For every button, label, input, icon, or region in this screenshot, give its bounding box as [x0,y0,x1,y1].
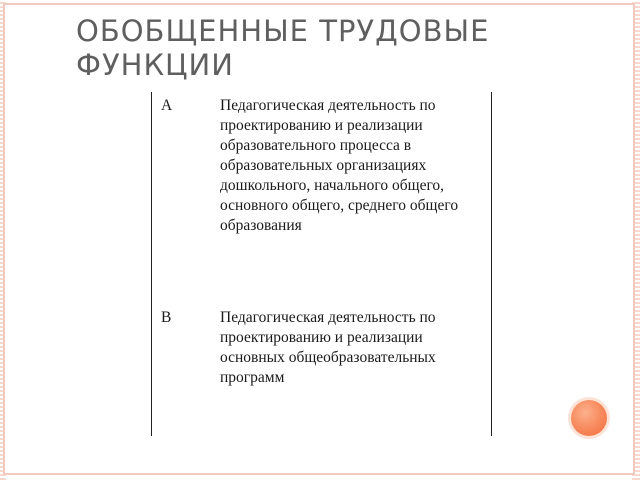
function-description: Педагогическая деятельность по проектированию и реализации основных общеобразовательных программ [220,309,436,386]
function-code: B [161,309,172,326]
decorative-circle [571,400,607,436]
function-code: A [161,97,173,114]
slide-title: ОБОБЩЕННЫЕ ТРУДОВЫЕ ФУНКЦИИ [76,14,490,82]
labor-functions-table [151,92,492,436]
function-description: Педагогическая деятельность по проектированию и реализации образовательного процесса в образовательных организациях дошкольного, начального общего, основного общего, среднего общего образования [220,97,459,234]
